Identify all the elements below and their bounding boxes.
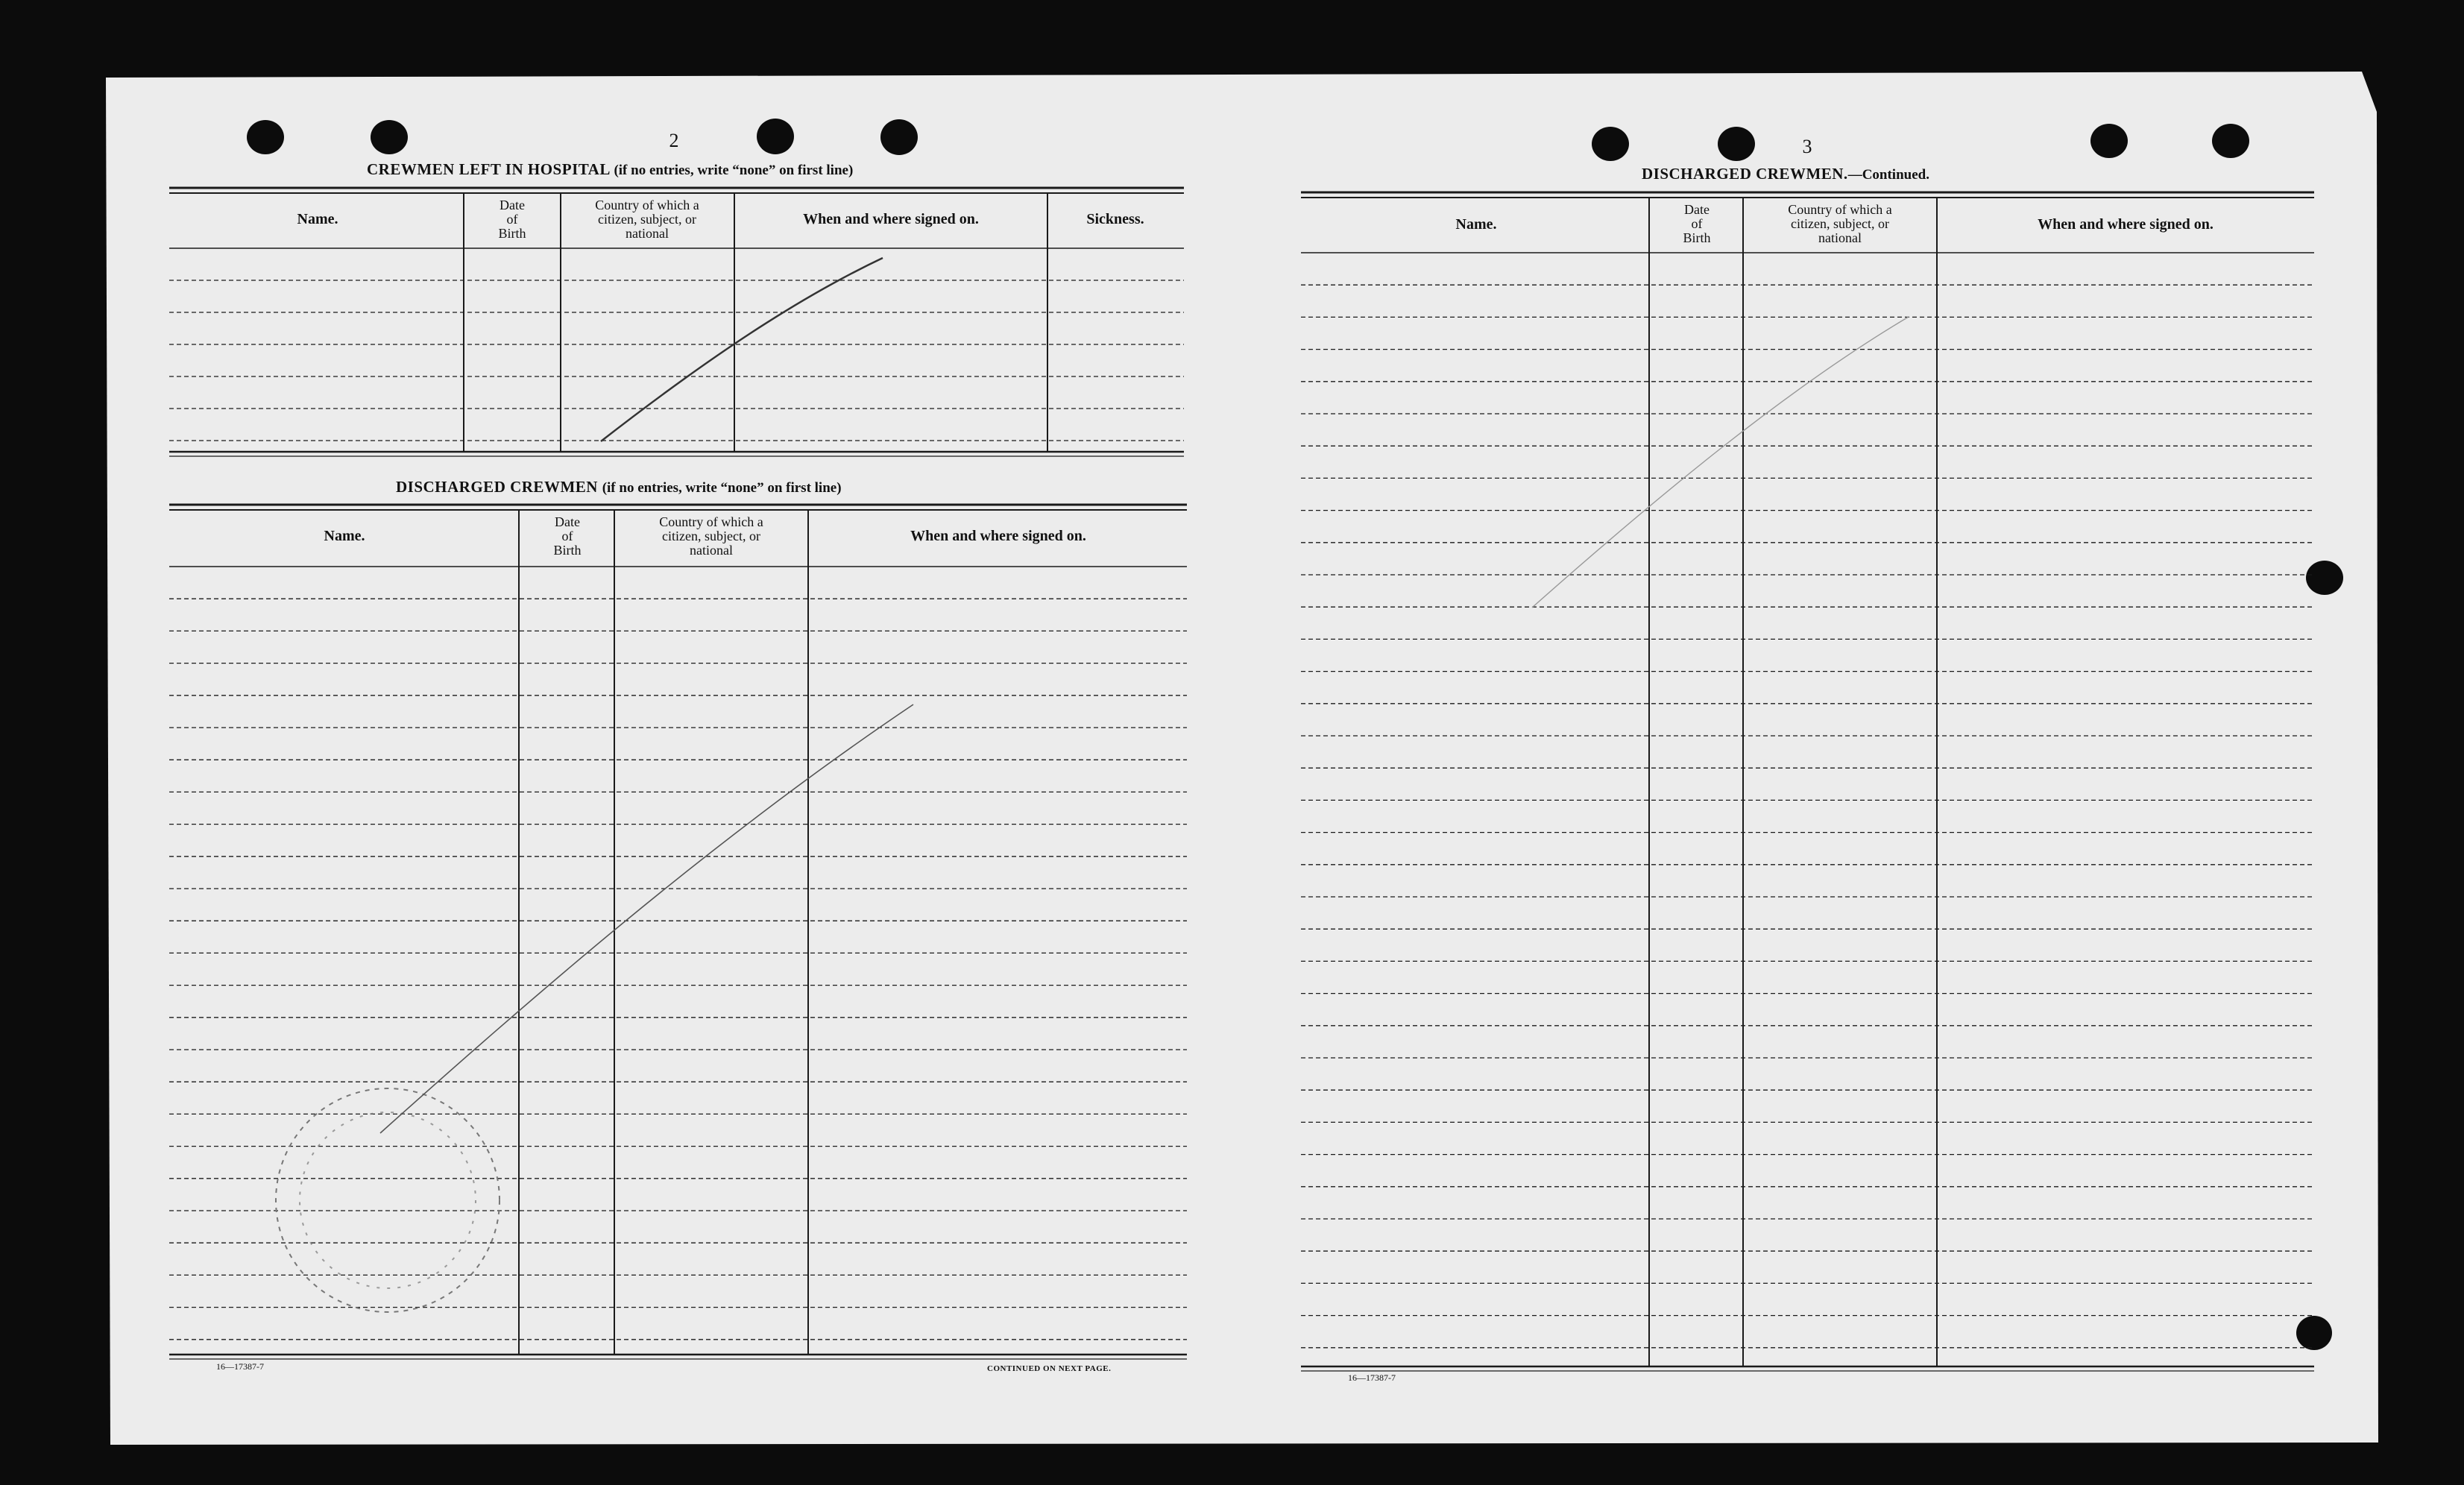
paper-background <box>106 72 2378 1445</box>
continued-col-signed-on-header: When and where signed on. <box>2038 216 2213 233</box>
discharged-title-note: (if no entries, write “none” on first line) <box>602 480 842 496</box>
punch-hole-8 <box>2212 124 2249 158</box>
punch-hole-4 <box>880 119 918 155</box>
hospital-section-title <box>367 160 853 179</box>
page-number-right: 3 <box>1802 136 1812 157</box>
punch-hole-1 <box>247 120 284 154</box>
form-number-right: 16—17387-7 <box>1348 1372 1396 1383</box>
continued-title-suffix: —Continued. <box>1847 167 1929 183</box>
continued-title-text: DISCHARGED CREWMEN. <box>1642 165 1848 183</box>
hospital-col-country-header: Country of which a citizen, subject, or national <box>595 198 699 241</box>
hospital-col-name-header: Name. <box>297 211 338 227</box>
continued-col-name-header: Name. <box>1455 216 1497 233</box>
continued-col-country-header: Country of which a citizen, subject, or national <box>1788 202 1892 245</box>
discharged-title-text: DISCHARGED CREWMEN <box>396 478 598 496</box>
punch-hole-10 <box>2296 1316 2332 1350</box>
discharged-col-name-header: Name. <box>324 528 365 544</box>
continued-note: CONTINUED ON NEXT PAGE. <box>987 1364 1112 1373</box>
hospital-title-text: CREWMEN LEFT IN HOSPITAL <box>367 160 610 178</box>
hospital-col-signed-on-header: When and where signed on. <box>803 211 979 227</box>
hospital-col-sickness-header: Sickness. <box>1086 211 1144 227</box>
continued-col-dob-header: Date of Birth <box>1683 202 1711 245</box>
punch-hole-9 <box>2306 561 2343 595</box>
hospital-col-dob-header: Date of Birth <box>498 198 526 241</box>
punch-hole-3 <box>757 119 794 154</box>
hospital-title-note: (if no entries, write “none” on first line) <box>614 163 854 178</box>
discharged-col-dob-header: Date of Birth <box>553 514 582 558</box>
punch-hole-6 <box>1718 127 1755 161</box>
discharged-col-signed-on-header: When and where signed on. <box>910 528 1086 544</box>
discharged-col-country-header: Country of which a citizen, subject, or national <box>659 514 763 558</box>
punch-hole-7 <box>2090 124 2128 158</box>
discharged-section-title <box>396 478 842 496</box>
page-number-left: 2 <box>669 130 679 151</box>
continued-section-title <box>1642 165 1929 183</box>
form-number-left: 16—17387-7 <box>216 1361 264 1372</box>
punch-hole-5 <box>1592 127 1629 161</box>
punch-hole-2 <box>371 120 408 154</box>
